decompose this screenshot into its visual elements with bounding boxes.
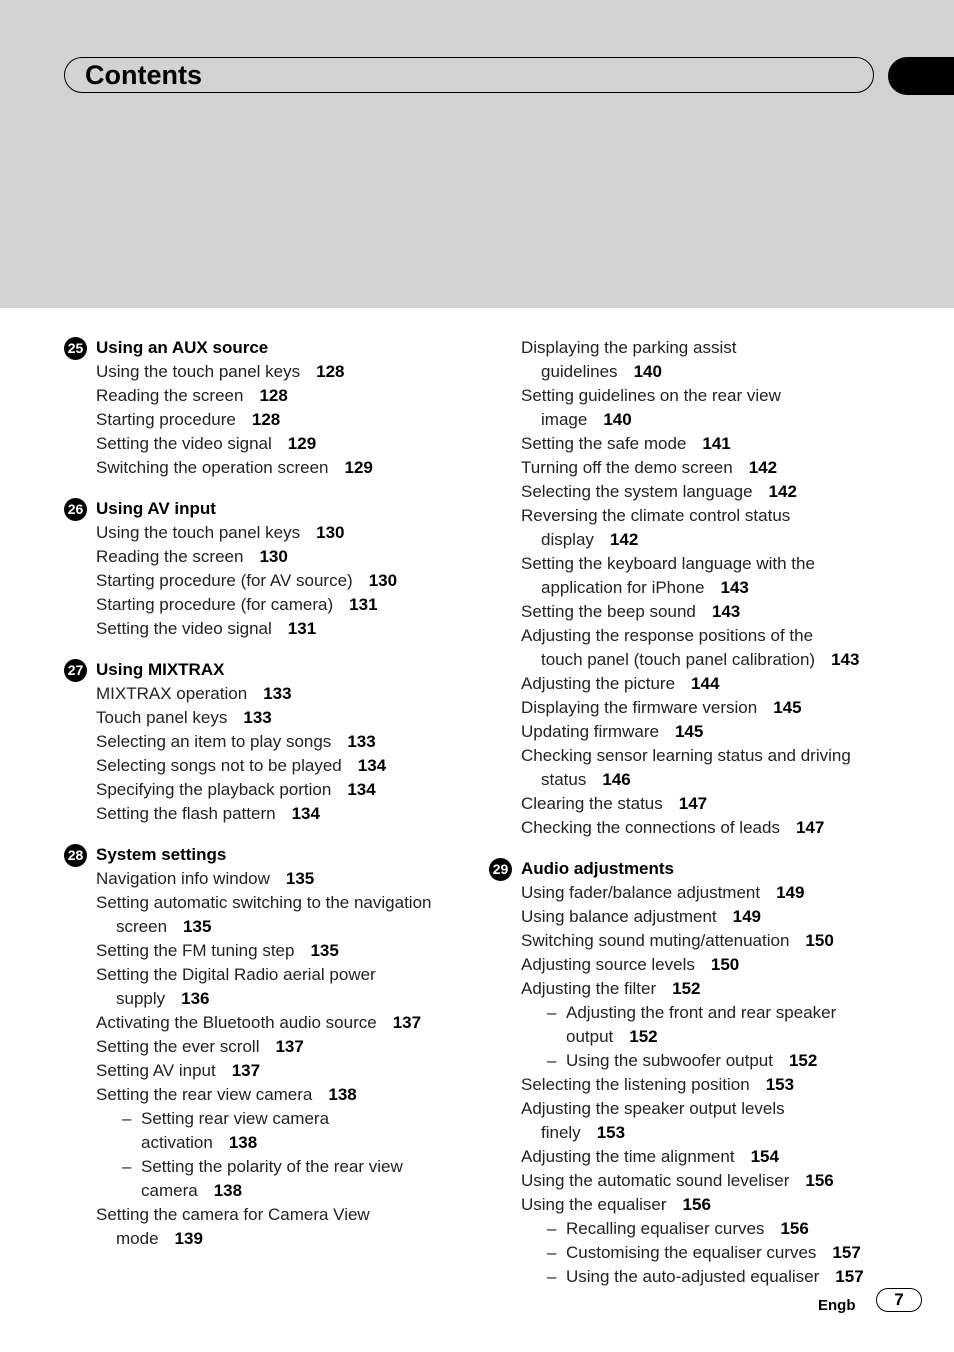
title-box: [64, 57, 874, 93]
entry-title: MIXTRAX operation: [96, 684, 248, 703]
entry-title: Setting the FM tuning step: [96, 941, 295, 960]
entry-page: 150: [805, 931, 834, 950]
entry-title: Using the subwoofer output 152: [566, 1051, 818, 1070]
entry-title: Setting rear view camera: [141, 1109, 330, 1128]
toc-entry[interactable]: [64, 730, 484, 754]
entry-page: 145: [674, 722, 704, 741]
entry-title-continued: mode: [116, 1229, 159, 1248]
entry-page: 146: [602, 770, 631, 789]
entry-page: 131: [287, 619, 317, 638]
section-heading[interactable]: [64, 497, 484, 521]
entry-page: 140: [633, 362, 662, 381]
entry-page: 128: [316, 362, 345, 381]
entry-page: 142: [748, 458, 778, 477]
chapter-number-badge: 26: [64, 498, 87, 521]
entry-page: 135: [183, 917, 212, 936]
entry-title: Adjusting the time alignment: [521, 1147, 735, 1166]
toc-entry[interactable]: [489, 432, 909, 456]
entry-title: Displaying the firmware version: [521, 698, 758, 717]
entry-continuation: [96, 915, 484, 939]
entry-title: Checking sensor learning status and driving: [521, 746, 851, 765]
entry-page: 141: [702, 434, 731, 453]
entry-title: Displaying the parking assist: [521, 338, 737, 357]
entry-title: Starting procedure (for AV source): [96, 571, 353, 590]
toc-entry[interactable]: [489, 456, 909, 480]
toc-entry[interactable]: [64, 1011, 484, 1035]
toc-entry[interactable]: [64, 939, 484, 963]
toc-entry[interactable]: [489, 480, 909, 504]
entry-title: Navigation info window: [96, 869, 270, 888]
entry-title: Setting the polarity of the rear view: [141, 1157, 403, 1176]
entry-title: Customising the equaliser curves 157: [566, 1243, 861, 1262]
toc-entry[interactable]: [64, 1083, 484, 1107]
toc-entry[interactable]: [489, 1193, 909, 1217]
dash-bullet: –: [547, 1003, 557, 1022]
toc-entry[interactable]: [489, 1097, 909, 1145]
entry-page: 143: [720, 578, 749, 597]
entry-title: Starting procedure: [96, 410, 236, 429]
entry-page: 128: [251, 410, 281, 429]
entry-page: 152: [788, 1051, 818, 1070]
entry-title: Adjusting the filter: [521, 979, 657, 998]
toc-entry[interactable]: [64, 1203, 484, 1251]
entry-continuation: [521, 528, 909, 552]
toc-entry[interactable]: [489, 977, 909, 1001]
entry-title: Setting the ever scroll: [96, 1037, 260, 1056]
entry-title: Recalling equaliser curves 156: [566, 1219, 809, 1238]
entry-page: 137: [392, 1013, 422, 1032]
toc-section: [64, 658, 484, 826]
entry-continuation: [116, 1179, 484, 1203]
entry-title: Touch panel keys: [96, 708, 228, 727]
entry-page: 140: [603, 410, 632, 429]
entry-page: 145: [773, 698, 802, 717]
entry-page: 135: [285, 869, 315, 888]
header-band: [0, 0, 954, 308]
toc-subentry[interactable]: [489, 1241, 909, 1265]
section-heading[interactable]: [64, 843, 484, 867]
entry-page: 154: [750, 1147, 779, 1166]
entry-page: 129: [287, 434, 317, 453]
entry-title: Reversing the climate control status: [521, 506, 791, 525]
toc-entry[interactable]: [489, 504, 909, 552]
entry-page: 152: [672, 979, 701, 998]
dash-bullet: –: [122, 1157, 132, 1176]
toc-entry[interactable]: [64, 432, 484, 456]
entry-title: Reading the screen: [96, 547, 244, 566]
entry-title: Using the automatic sound leveliser: [521, 1171, 790, 1190]
entry-page: 138: [328, 1085, 357, 1104]
entry-page: 149: [776, 883, 805, 902]
entry-page: 153: [765, 1075, 795, 1094]
toc-continued-entries: [489, 336, 909, 840]
entry-page: 149: [732, 907, 761, 926]
entry-title: Using fader/balance adjustment: [521, 883, 761, 902]
entry-title-continued: output: [566, 1027, 614, 1046]
entry-title-continued: application for iPhone: [541, 578, 705, 597]
chapter-number-badge: 25: [64, 337, 87, 360]
toc-entry[interactable]: [64, 545, 484, 569]
entry-page: 130: [368, 571, 398, 590]
entry-page: 131: [349, 595, 378, 614]
entry-title: Updating firmware: [521, 722, 659, 741]
entry-title: Setting the beep sound: [521, 602, 696, 621]
entry-page: 134: [357, 756, 387, 775]
entry-page: 129: [344, 458, 373, 477]
entry-page: 157: [832, 1243, 861, 1262]
entry-title: Using the auto-adjusted equaliser 157: [566, 1267, 864, 1286]
toc-entry[interactable]: [489, 600, 909, 624]
toc-entry[interactable]: [64, 569, 484, 593]
toc-entry[interactable]: [64, 593, 484, 617]
entry-page: 133: [263, 684, 292, 703]
entry-title: Starting procedure (for camera): [96, 595, 334, 614]
entry-page: 147: [795, 818, 825, 837]
entry-page: 136: [181, 989, 210, 1008]
entry-title: Turning off the demo screen: [521, 458, 733, 477]
entry-title-continued: guidelines: [541, 362, 618, 381]
dash-bullet: –: [122, 1109, 132, 1128]
entry-title: Adjusting source levels: [521, 955, 695, 974]
entry-page: 137: [275, 1037, 304, 1056]
dash-bullet: –: [547, 1051, 557, 1070]
entry-title: Setting guidelines on the rear view: [521, 386, 781, 405]
entry-title: Selecting an item to play songs: [96, 732, 332, 751]
entry-page: 133: [243, 708, 272, 727]
toc-entry[interactable]: [64, 867, 484, 891]
entry-page: 147: [678, 794, 708, 813]
entry-title: Setting the video signal: [96, 619, 272, 638]
section-title: Using MIXTRAX: [96, 660, 225, 679]
toc-entry[interactable]: [64, 778, 484, 802]
dash-bullet: –: [547, 1243, 557, 1262]
entry-title: Using the equaliser: [521, 1195, 667, 1214]
entry-page: 142: [609, 530, 639, 549]
entry-page: 138: [228, 1133, 258, 1152]
toc-section: [489, 857, 909, 1289]
toc-entry[interactable]: [64, 802, 484, 826]
entry-continuation: [96, 987, 484, 1011]
entry-title: Setting the flash pattern: [96, 804, 276, 823]
section-heading[interactable]: [64, 658, 484, 682]
toc-entry[interactable]: [64, 1035, 484, 1059]
toc-subentry[interactable]: [489, 1217, 909, 1241]
toc-section: [64, 336, 484, 480]
toc-section: [64, 497, 484, 641]
entry-page: 157: [835, 1267, 864, 1286]
toc-entry[interactable]: [64, 408, 484, 432]
entry-title-continued: image: [541, 410, 588, 429]
entry-title-continued: display: [541, 530, 594, 549]
entry-continuation: [96, 1227, 484, 1251]
section-title: System settings: [96, 845, 227, 864]
entry-continuation: [521, 768, 909, 792]
toc-entry[interactable]: [489, 1073, 909, 1097]
entry-page: 150: [710, 955, 740, 974]
entry-title: Using the touch panel keys: [96, 362, 301, 381]
chapter-number-badge: 27: [64, 659, 87, 682]
entry-title: Adjusting the response positions of the: [521, 626, 814, 645]
entry-page: 133: [347, 732, 376, 751]
toc-entry[interactable]: [489, 624, 909, 672]
entry-title: Adjusting the speaker output levels: [521, 1099, 785, 1118]
toc-entry[interactable]: [64, 617, 484, 641]
entry-continuation: [116, 1131, 484, 1155]
entry-page: 130: [316, 523, 345, 542]
entry-title: Using balance adjustment: [521, 907, 717, 926]
toc-subentry[interactable]: [489, 1265, 909, 1289]
toc-entry[interactable]: [64, 706, 484, 730]
entry-title-continued: activation: [141, 1133, 213, 1152]
entry-page: 144: [691, 674, 720, 693]
toc-entry[interactable]: [64, 1059, 484, 1083]
entry-title-continued: camera: [141, 1181, 198, 1200]
dash-bullet: –: [547, 1267, 557, 1286]
entry-page: 143: [711, 602, 741, 621]
toc-subentry[interactable]: [489, 1049, 909, 1073]
footer-page-number: 7: [876, 1288, 922, 1312]
toc-entry[interactable]: [64, 384, 484, 408]
entry-title: Switching sound muting/attenuation: [521, 931, 790, 950]
entry-title: Selecting the system language: [521, 482, 753, 501]
entry-title-continued: screen: [116, 917, 168, 936]
entry-page: 142: [768, 482, 797, 501]
chapter-number-badge: 29: [489, 858, 512, 881]
section-heading[interactable]: [489, 857, 909, 881]
entry-title-continued: touch panel (touch panel calibration): [541, 650, 816, 669]
entry-title: Selecting songs not to be played: [96, 756, 342, 775]
entry-page: 135: [310, 941, 339, 960]
toc-entry[interactable]: [489, 552, 909, 600]
chapter-number-badge: 28: [64, 844, 87, 867]
toc-entry[interactable]: [489, 672, 909, 696]
footer-language: Engb: [818, 1297, 856, 1314]
toc-entry[interactable]: [64, 521, 484, 545]
entry-continuation: [521, 360, 909, 384]
entry-title-continued: supply: [116, 989, 166, 1008]
entry-continuation: [541, 1025, 909, 1049]
toc-right-column: [489, 336, 909, 1306]
toc-entry[interactable]: [64, 360, 484, 384]
entry-continuation: [521, 648, 909, 672]
entry-page: 156: [805, 1171, 834, 1190]
entry-title-continued: finely: [541, 1123, 581, 1142]
toc-entry[interactable]: [489, 720, 909, 744]
entry-title: Checking the connections of leads: [521, 818, 780, 837]
toc-subentry[interactable]: [64, 1107, 484, 1155]
section-title: Using an AUX source: [96, 338, 269, 357]
toc-section: [64, 843, 484, 1251]
toc-entry[interactable]: [489, 1145, 909, 1169]
toc-entry[interactable]: [489, 792, 909, 816]
entry-page: 152: [629, 1027, 658, 1046]
entry-continuation: [521, 408, 909, 432]
toc-entry[interactable]: [64, 754, 484, 778]
section-title: Audio adjustments: [521, 859, 675, 878]
toc-entry[interactable]: [489, 881, 909, 905]
entry-title: Specifying the playback portion: [96, 780, 332, 799]
toc-entry[interactable]: [489, 929, 909, 953]
entry-title: Using the touch panel keys: [96, 523, 301, 542]
entry-title: Setting the rear view camera: [96, 1085, 313, 1104]
toc-entry[interactable]: [489, 1169, 909, 1193]
entry-continuation: [521, 1121, 909, 1145]
toc-subentry[interactable]: [64, 1155, 484, 1203]
entry-page: 153: [596, 1123, 626, 1142]
entry-title: Setting AV input: [96, 1061, 216, 1080]
entry-page: 138: [213, 1181, 243, 1200]
entry-title: Switching the operation screen: [96, 458, 329, 477]
entry-page: 139: [174, 1229, 203, 1248]
toc-subentry[interactable]: [489, 1001, 909, 1049]
entry-page: 143: [831, 650, 860, 669]
entry-title: Setting the keyboard language with the: [521, 554, 815, 573]
toc-entry[interactable]: [489, 336, 909, 384]
section-tab-marker: [888, 57, 954, 95]
entry-title: Selecting the listening position: [521, 1075, 750, 1094]
entry-title: Adjusting the front and rear speaker: [566, 1003, 837, 1022]
entry-page: 156: [682, 1195, 711, 1214]
entry-title: Reading the screen: [96, 386, 244, 405]
toc-entry[interactable]: [489, 744, 909, 792]
entry-title-continued: status: [541, 770, 587, 789]
entry-title: Setting automatic switching to the navigation: [96, 893, 432, 912]
entry-title: Adjusting the picture: [521, 674, 676, 693]
toc-entry[interactable]: [489, 953, 909, 977]
entry-page: 137: [231, 1061, 261, 1080]
toc-entry[interactable]: [489, 816, 909, 840]
entry-page: 134: [291, 804, 320, 823]
entry-title: Setting the video signal: [96, 434, 272, 453]
entry-title: Activating the Bluetooth audio source: [96, 1013, 377, 1032]
entry-page: 134: [347, 780, 376, 799]
toc-entry[interactable]: [64, 682, 484, 706]
toc-left-column: [64, 336, 484, 1268]
toc-entry[interactable]: [64, 891, 484, 939]
section-heading[interactable]: [64, 336, 484, 360]
dash-bullet: –: [547, 1219, 557, 1238]
toc-entry[interactable]: [64, 456, 484, 480]
entry-page: 130: [259, 547, 288, 566]
toc-entry[interactable]: [489, 384, 909, 432]
toc-entry[interactable]: [489, 905, 909, 929]
entry-title: Setting the safe mode: [521, 434, 687, 453]
entry-continuation: [521, 576, 909, 600]
entry-page: 128: [259, 386, 288, 405]
entry-page: 156: [780, 1219, 809, 1238]
toc-entry[interactable]: [489, 696, 909, 720]
entry-title: Setting the camera for Camera View: [96, 1205, 370, 1224]
toc-entry[interactable]: [64, 963, 484, 1011]
entry-title: Clearing the status: [521, 794, 663, 813]
section-title: Using AV input: [96, 499, 216, 518]
page-title: Contents: [85, 60, 202, 90]
entry-title: Setting the Digital Radio aerial power: [96, 965, 376, 984]
